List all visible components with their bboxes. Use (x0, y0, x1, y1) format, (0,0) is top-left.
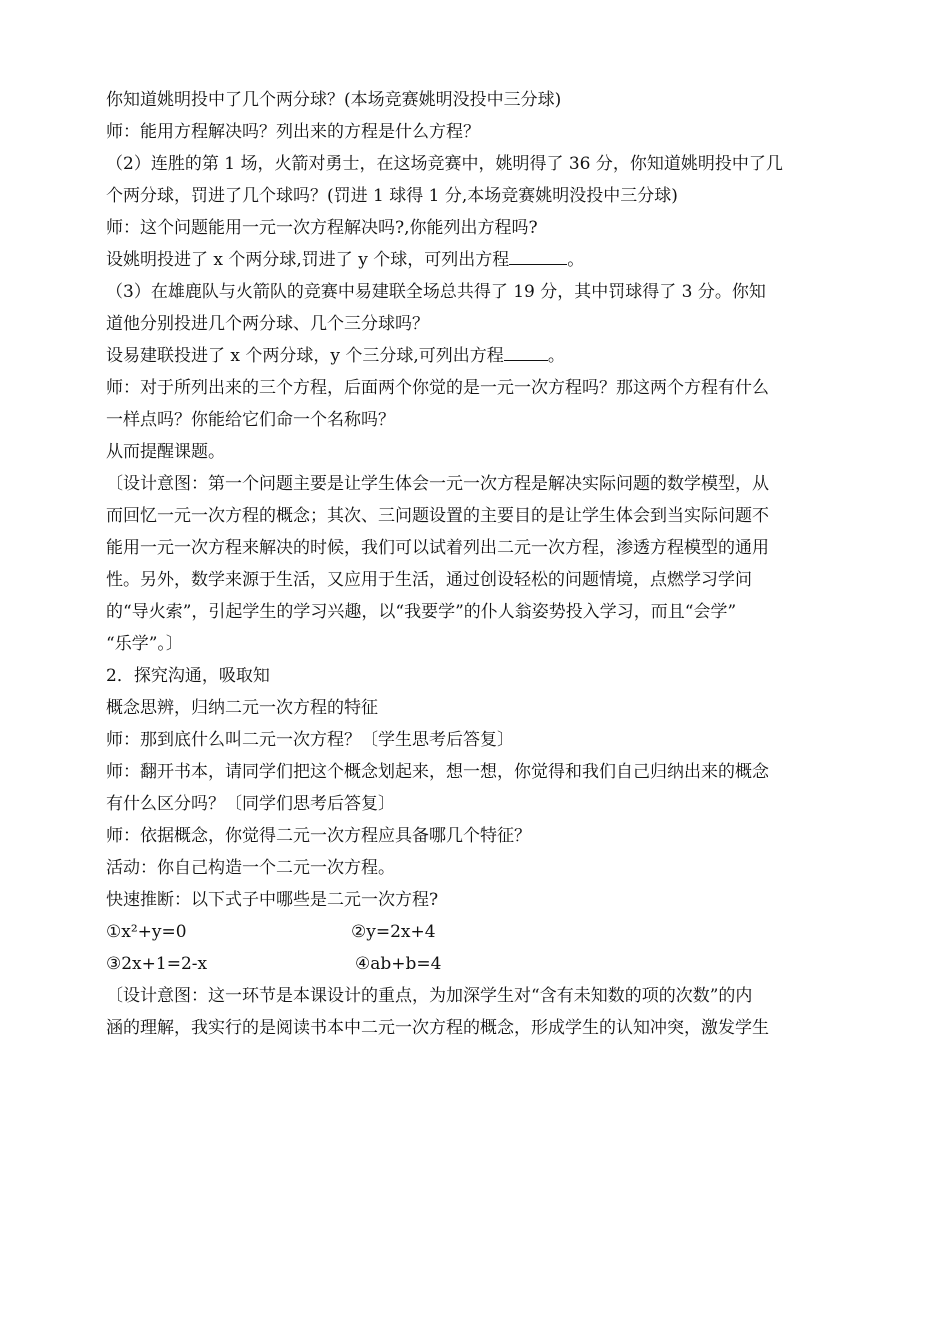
paragraph-line: 师：这个问题能用一元一次方程解决吗?,你能列出方程吗? (106, 218, 538, 238)
paragraph-line: 一样点吗？你能给它们命一个名称吗？ (106, 410, 395, 430)
options-row (106, 948, 856, 980)
paragraph-line: （2）连胜的第 1 场，火箭对勇士，在这场竞赛中，姚明得了 36 分，你知道姚明投中了几 (106, 154, 783, 174)
paragraph-line: 〔设计意图：第一个问题主要是让学生体会一元一次方程是解决实际问题的数学模型，从 (106, 474, 769, 494)
paragraph-line: 你知道姚明投中了几个两分球？(本场竞赛姚明没投中三分球) (106, 90, 562, 110)
paragraph-line: 能用一元一次方程来解决的时候，我们可以试着列出二元一次方程，渗透方程模型的通用 (106, 538, 769, 558)
paragraph-line: （3）在雄鹿队与火箭队的竞赛中易建联全场总共得了 19 分，其中罚球得了 3 分。你知 (106, 282, 766, 302)
paragraph-line: 从而提醒课题。 (106, 442, 225, 462)
paragraph-line: 涵的理解，我实行的是阅读书本中二元一次方程的概念，形成学生的认知冲突，激发学生 (106, 1018, 769, 1038)
paragraph-line: 师：依据概念，你觉得二元一次方程应具备哪几个特征？ (106, 826, 531, 846)
paragraph-line: 师：翻开书本，请同学们把这个概念划起来，想一想，你觉得和我们自己归纳出来的概念 (106, 762, 769, 782)
answer-blank (509, 244, 567, 265)
paragraph-line: 快速推断：以下式子中哪些是二元一次方程? (106, 890, 439, 910)
paragraph-line: 师：能用方程解决吗？列出来的方程是什么方程？ (106, 122, 480, 142)
paragraph-line: 师：那到底什么叫二元一次方程？〔学生思考后答复〕 (106, 730, 514, 750)
paragraph-line: 活动：你自己构造一个二元一次方程。 (106, 858, 395, 878)
paragraph-line-with-blank (106, 244, 856, 276)
paragraph-line: 概念思辨，归纳二元一次方程的特征 (106, 698, 378, 718)
paragraph-line: 而回忆一元一次方程的概念；其次、三问题设置的主要目的是让学生体会到当实际问题不 (106, 506, 769, 526)
paragraph-line-with-blank (106, 340, 856, 372)
line-text: 设姚明投进了 x 个两分球,罚进了 y 个球，可列出方程 (106, 250, 510, 270)
option-item: ④ab+b=4 (355, 954, 442, 974)
option-item: ①x²+y=0 (106, 922, 187, 942)
paragraph-line: 个两分球，罚进了几个球吗？(罚进 1 球得 1 分,本场竞赛姚明没投中三分球) (106, 186, 678, 206)
paragraph-line: “乐学”。〕 (106, 634, 183, 654)
line-text-end: 。 (547, 346, 565, 366)
option-item: ③2x+1=2-x (106, 954, 208, 974)
line-text: 设易建联投进了 x 个两分球，y 个三分球,可列出方程 (106, 346, 504, 366)
paragraph-line: 道他分别投进几个两分球、几个三分球吗？ (106, 314, 429, 334)
line-text-end: 。 (567, 250, 585, 270)
option-item: ②y=2x+4 (351, 922, 436, 942)
paragraph-line: 有什么区分吗？〔同学们思考后答复〕 (106, 794, 395, 814)
options-row (106, 916, 856, 948)
answer-blank (504, 340, 548, 361)
paragraph-line: 〔设计意图：这一环节是本课设计的重点，为加深学生对“含有未知数的项的次数”的内 (106, 986, 753, 1006)
paragraph-line: 师：对于所列出来的三个方程，后面两个你觉的是一元一次方程吗？那这两个方程有什么 (106, 378, 769, 398)
paragraph-line: 性。另外，数学来源于生活，又应用于生活，通过创设轻松的问题情境，点燃学习学问 (106, 570, 752, 590)
section-heading: 2．探究沟通，吸取知 (106, 666, 270, 686)
document-page (106, 84, 856, 1044)
paragraph-line: 的“导火索”，引起学生的学习兴趣，以“我要学”的仆人翁姿势投入学习，而且“会学” (106, 602, 737, 622)
